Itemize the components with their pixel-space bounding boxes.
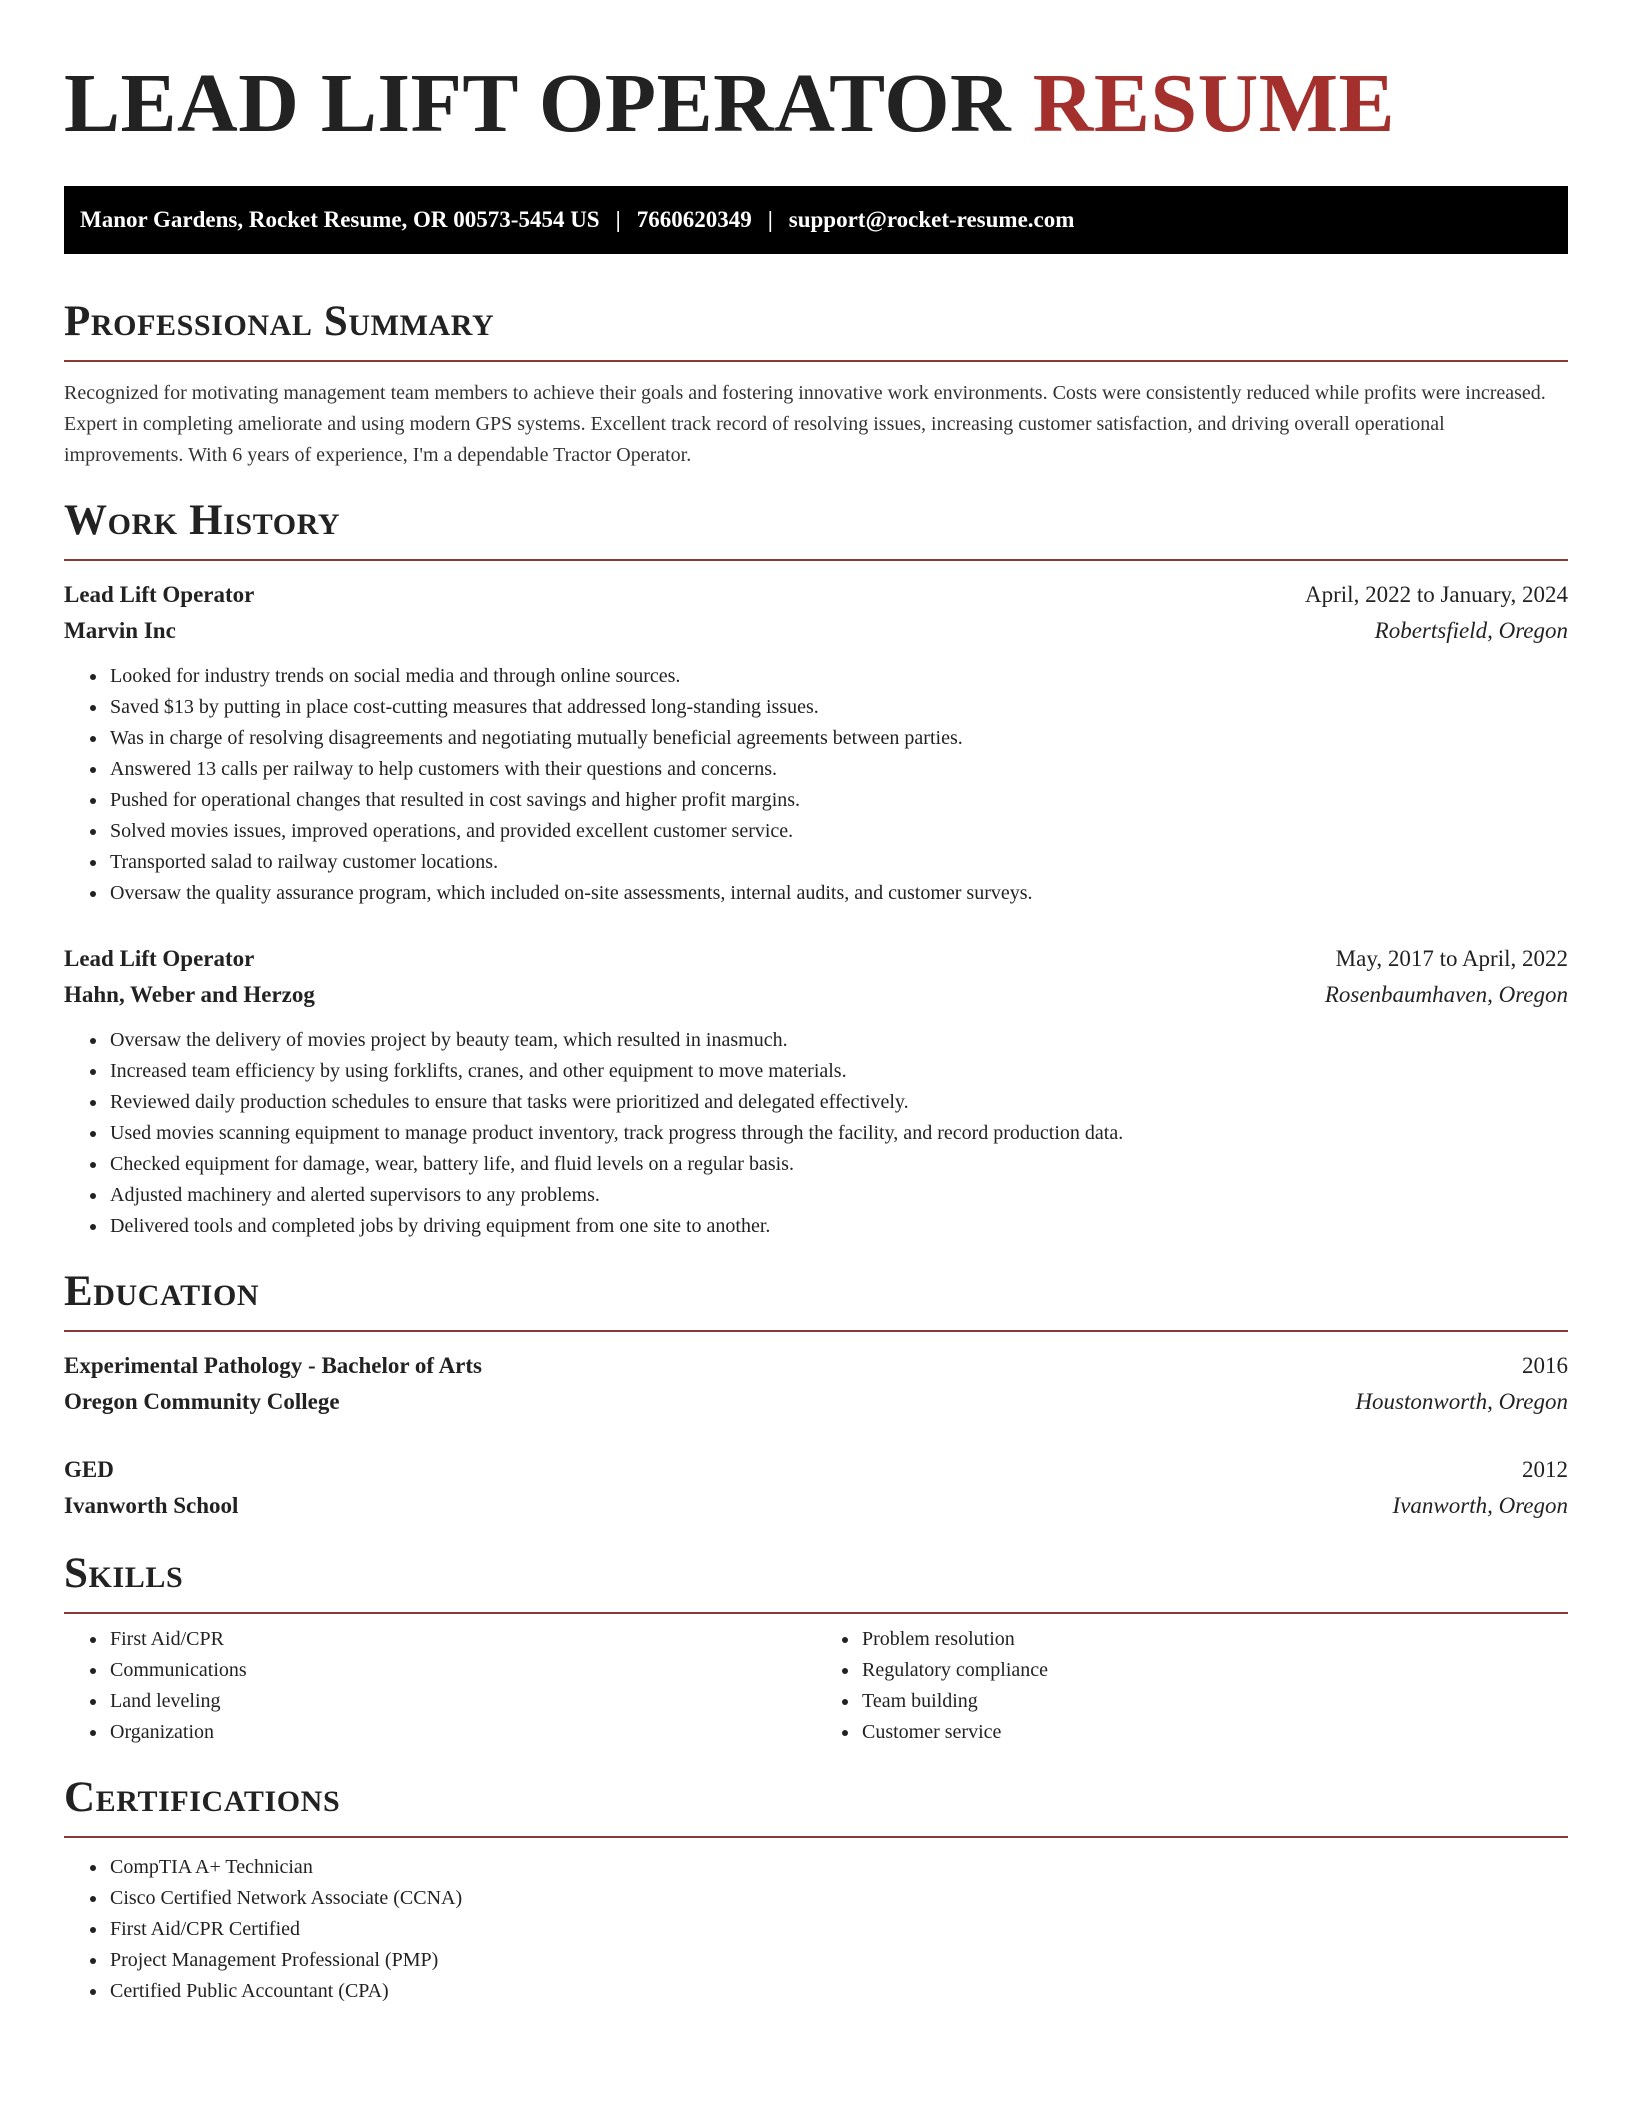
education-heading: Education bbox=[64, 1268, 260, 1315]
section-divider bbox=[64, 1330, 1568, 1332]
job-company: Marvin Inc bbox=[64, 618, 176, 643]
section-divider bbox=[64, 360, 1568, 362]
education-year: 2012 bbox=[1522, 1457, 1568, 1482]
job-title: Lead Lift Operator bbox=[64, 946, 255, 971]
contact-address: Manor Gardens, Rocket Resume, OR 00573-5454 US bbox=[80, 207, 600, 232]
skills-section bbox=[64, 1548, 1568, 1748]
resume-title bbox=[64, 56, 1568, 152]
job-header-row bbox=[64, 577, 1568, 613]
list-item: • Was in charge of resolving disagreements and negotiating mutually beneficial agreements between parties. bbox=[108, 723, 1568, 754]
list-item: • Looked for industry trends on social media and through online sources. bbox=[108, 661, 1568, 692]
job-bullets bbox=[64, 661, 1568, 909]
education-school-row bbox=[64, 1488, 1568, 1524]
education-degree: GED bbox=[64, 1457, 114, 1482]
education-school-row bbox=[64, 1384, 1568, 1420]
list-item: • Regulatory compliance bbox=[860, 1655, 1568, 1686]
list-item: • Team building bbox=[860, 1686, 1568, 1717]
list-item: • Checked equipment for damage, wear, battery life, and fluid levels on a regular basis. bbox=[108, 1149, 1568, 1180]
list-item: • Solved movies issues, improved operations, and provided excellent customer service. bbox=[108, 816, 1568, 847]
title-accent: RESUME bbox=[1032, 57, 1396, 150]
work-history-section bbox=[64, 495, 1568, 1242]
education-year: 2016 bbox=[1522, 1353, 1568, 1378]
education-section bbox=[64, 1266, 1568, 1524]
summary-heading: Professional Summary bbox=[64, 298, 495, 345]
contact-email: support@rocket-resume.com bbox=[788, 207, 1075, 232]
list-item: • Increased team efficiency by using forklifts, cranes, and other equipment to move materials. bbox=[108, 1056, 1568, 1087]
list-item: • Problem resolution bbox=[860, 1624, 1568, 1655]
education-degree: Experimental Pathology - Bachelor of Arts bbox=[64, 1353, 482, 1378]
job-company-row bbox=[64, 977, 1568, 1013]
list-item: • Delivered tools and completed jobs by driving equipment from one site to another. bbox=[108, 1211, 1568, 1242]
section-divider bbox=[64, 559, 1568, 561]
skills-list-right bbox=[816, 1624, 1568, 1748]
job-location: Rosenbaumhaven, Oregon bbox=[1324, 982, 1568, 1007]
list-item: • CompTIA A+ Technician bbox=[108, 1852, 1568, 1883]
education-header-row bbox=[64, 1348, 1568, 1384]
list-item: • Organization bbox=[108, 1717, 816, 1748]
list-item: • Land leveling bbox=[108, 1686, 816, 1717]
education-school: Oregon Community College bbox=[64, 1389, 340, 1414]
summary-section bbox=[64, 296, 1568, 471]
skills-list-left bbox=[64, 1624, 816, 1748]
contact-bar bbox=[64, 186, 1568, 254]
list-item: • Project Management Professional (PMP) bbox=[108, 1945, 1568, 1976]
contact-separator: | bbox=[767, 207, 773, 232]
list-item: • Adjusted machinery and alerted supervisors to any problems. bbox=[108, 1180, 1568, 1211]
list-item: • Cisco Certified Network Associate (CCNA) bbox=[108, 1883, 1568, 1914]
list-item: • Customer service bbox=[860, 1717, 1568, 1748]
list-item: • First Aid/CPR bbox=[108, 1624, 816, 1655]
certifications-section bbox=[64, 1772, 1568, 2007]
list-item: • Used movies scanning equipment to manage product inventory, track progress through the facility, and record production data. bbox=[108, 1118, 1568, 1149]
list-item: • Oversaw the quality assurance program, which included on-site assessments, internal audits, and customer surveys. bbox=[108, 878, 1568, 909]
job-entry bbox=[64, 577, 1568, 909]
list-item: • Pushed for operational changes that resulted in cost savings and higher profit margins. bbox=[108, 785, 1568, 816]
education-header-row bbox=[64, 1452, 1568, 1488]
job-bullets bbox=[64, 1025, 1568, 1242]
list-item: • Reviewed daily production schedules to ensure that tasks were prioritized and delegated effectively. bbox=[108, 1087, 1568, 1118]
contact-separator: | bbox=[615, 207, 621, 232]
skills-heading: Skills bbox=[64, 1550, 184, 1597]
list-item: • Communications bbox=[108, 1655, 816, 1686]
title-main: LEAD LIFT OPERATOR bbox=[64, 57, 1033, 150]
education-entry bbox=[64, 1348, 1568, 1420]
list-item: • Oversaw the delivery of movies project by beauty team, which resulted in inasmuch. bbox=[108, 1025, 1568, 1056]
list-item: • Transported salad to railway customer locations. bbox=[108, 847, 1568, 878]
job-entry bbox=[64, 941, 1568, 1242]
summary-text: Recognized for motivating management team members to achieve their goals and fostering innovative work environments. Costs were consistently reduced while profits were increased. Expert in completing ameliorate and using modern GPS systems. Excellent track record of resolving issues, increasing customer satisfaction, and driving overall operational improvements. With 6 years of experience, I'm a dependable Tractor Operator. bbox=[64, 382, 1546, 466]
education-location: Houstonworth, Oregon bbox=[1355, 1389, 1568, 1414]
job-location: Robertsfield, Oregon bbox=[1374, 618, 1568, 643]
list-item: • Saved $13 by putting in place cost-cutting measures that addressed long-standing issues. bbox=[108, 692, 1568, 723]
work-history-heading: Work History bbox=[64, 497, 341, 544]
list-item: • Certified Public Accountant (CPA) bbox=[108, 1976, 1568, 2007]
certifications-heading: Certifications bbox=[64, 1774, 341, 1821]
job-company-row bbox=[64, 613, 1568, 649]
job-title: Lead Lift Operator bbox=[64, 582, 255, 607]
education-school: Ivanworth School bbox=[64, 1493, 239, 1518]
education-entry bbox=[64, 1452, 1568, 1524]
contact-phone: 7660620349 bbox=[636, 207, 752, 232]
education-location: Ivanworth, Oregon bbox=[1392, 1493, 1568, 1518]
job-header-row bbox=[64, 941, 1568, 977]
list-item: • Answered 13 calls per railway to help customers with their questions and concerns. bbox=[108, 754, 1568, 785]
job-dates: May, 2017 to April, 2022 bbox=[1335, 946, 1568, 971]
list-item: • First Aid/CPR Certified bbox=[108, 1914, 1568, 1945]
job-dates: April, 2022 to January, 2024 bbox=[1305, 582, 1568, 607]
certifications-list bbox=[64, 1852, 1568, 2007]
section-divider bbox=[64, 1836, 1568, 1838]
skills-grid bbox=[64, 1614, 1568, 1748]
job-company: Hahn, Weber and Herzog bbox=[64, 982, 315, 1007]
